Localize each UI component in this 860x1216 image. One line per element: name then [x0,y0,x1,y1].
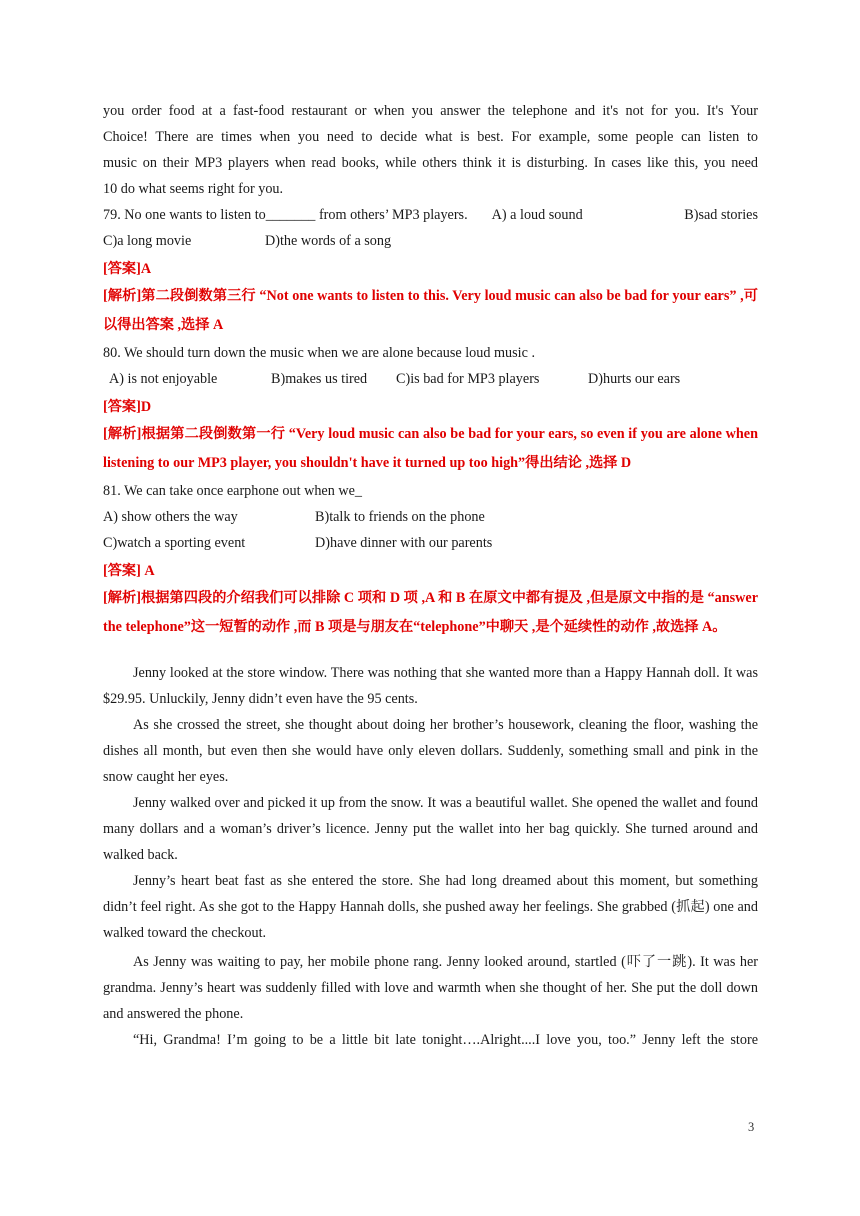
question-80-options [103,366,758,392]
story-paragraph: “Hi, Grandma! I’m going to be a little bit late tonight….Alright....I love you, too.” Jenny left the store [133,1032,758,1048]
question-79-line [103,202,758,228]
question-81-options-ab [103,504,758,530]
answer-80: [答案]D [103,399,152,415]
option-b: B)talk to friends on the phone [315,509,485,525]
option-b: B)sad stories [684,207,758,223]
question-81 [103,478,758,642]
option-d: D)hurts our ears [588,371,681,387]
page-number: 3 [748,1120,755,1134]
option-c: C)a long movie [103,233,192,249]
document-page [103,98,758,1053]
option-d: D)have dinner with our parents [315,535,493,551]
question-79-stem: 79. No one wants to listen to_______ from others’ MP3 players. [103,207,468,223]
option-d: D)the words of a song [265,233,392,249]
question-79-options [103,228,758,254]
story-paragraph: Jenny walked over and picked it up from the snow. It was a beautiful wallet. She opened the wallet and found many dollars and a woman’s driver’s licence. Jenny put the wallet into her bag quickly. She turned around and walked back. [103,795,758,863]
top-paragraph [103,98,758,202]
story-paragraph: As Jenny was waiting to pay, her mobile phone rang. Jenny looked around, startled (吓了一跳). It was her grandma. Jenny’s heart was suddenly filled with love and warmth when she thought of her. She put the doll down and answered the phone. [103,954,758,1022]
option-a: A) show others the way [103,509,238,525]
answer-79: [答案]A [103,261,152,277]
question-80 [103,340,758,478]
question-80-stem: 80. We should turn down the music when we are alone because loud music . [103,345,535,361]
story-paragraph: Jenny looked at the store window. There was nothing that she wanted more than a Happy Hannah doll. It was $29.95. Unluckily, Jenny didn’t even have the 95 cents. [103,665,758,707]
option-a: A) a loud sound [491,207,583,223]
analysis-79: [解析]第二段倒数第三行 “Not one wants to listen to this. Very loud music can also be bad for your ears” ,可以得出答案 ,选择 A [103,288,758,333]
question-81-options-cd [103,530,758,556]
text-line: you order food at a fast-food restaurant or when you answer the telephone and it's not for you. It's Your [103,103,758,119]
analysis-80: [解析]根据第二段倒数第一行 “Very loud music can also be bad for your ears, so even if you are alone when listening to our MP3 player, you shouldn't have it turned up too high”得出结论 ,选择 D [103,426,758,471]
story-paragraph: As she crossed the street, she thought about doing her brother’s housework, cleaning the floor, washing the dishes all month, but even then she would have only eleven dollars. Suddenly, something small and pink in the snow caught her eyes. [103,717,758,785]
option-a: A) is not enjoyable [109,371,218,387]
answer-81: [答案] A [103,563,155,579]
text-line: Choice! There are times when you need to decide what is best. For example, some people can listen to [103,129,758,145]
question-81-stem: 81. We can take once earphone out when we_ [103,483,362,499]
text-line: music on their MP3 players when read books, while others think it is disturbing. In cases like this, you need [103,155,758,171]
story-paragraph: Jenny’s heart beat fast as she entered the store. She had long dreamed about this moment, but something didn’t feel right. As she got to the Happy Hannah dolls, she pushed away her feelings. She grabbed (抓起) one and walked toward the checkout. [103,873,758,941]
option-b: B)makes us tired [271,371,368,387]
option-c: C)watch a sporting event [103,535,246,551]
question-79 [103,202,758,340]
analysis-81: [解析]根据第四段的介绍我们可以排除 C 项和 D 项 ,A 和 B 在原文中都有提及 ,但是原文中指的是 “answer the telephone”这一短暂的动作 ,而 B 项是与朋友在“telephone”中聊天 ,是个延续性的动作 ,故选择 A。 [103,590,758,635]
option-c: C)is bad for MP3 players [396,371,540,387]
story-passage [103,660,758,1053]
text-line: 10 do what seems right for you. [103,181,284,197]
